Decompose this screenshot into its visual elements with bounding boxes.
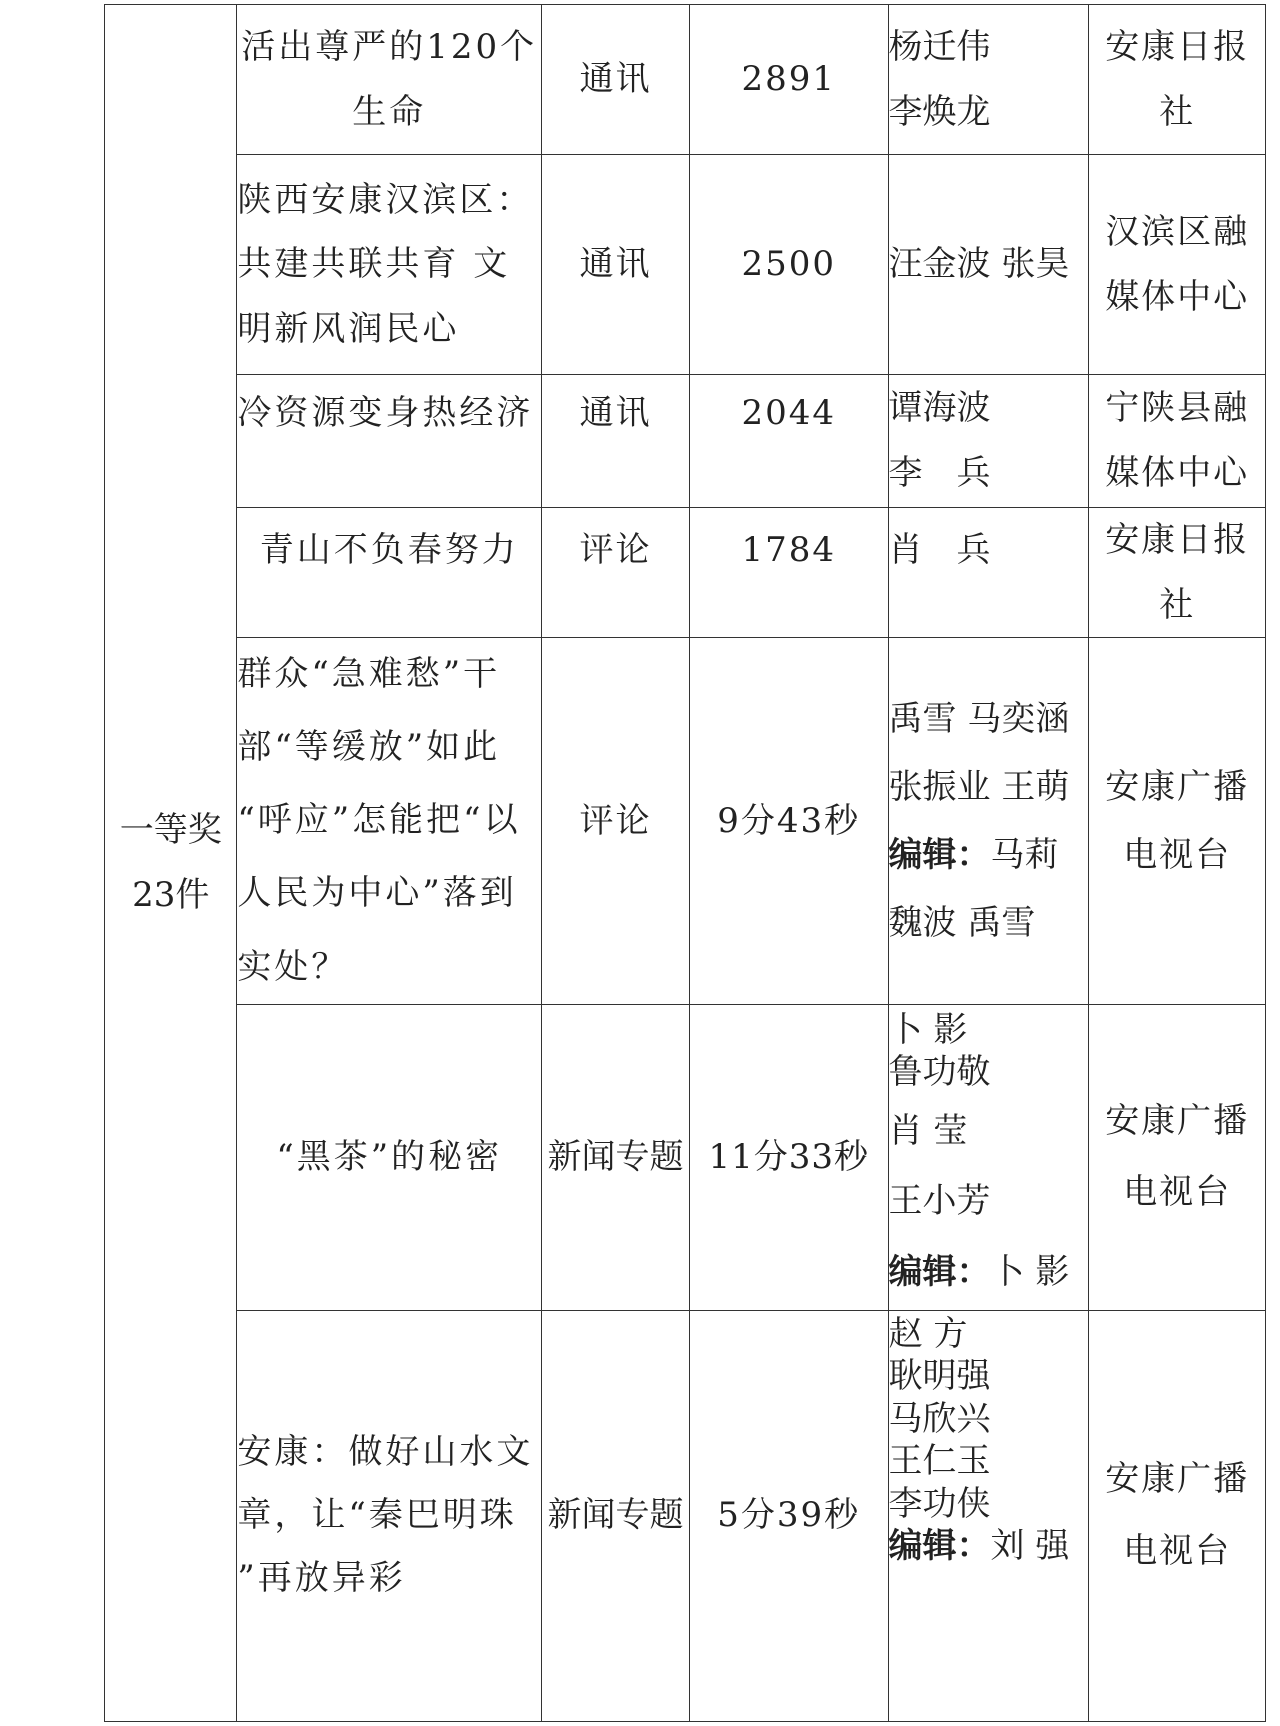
author-name: 王仁玉 (888, 1441, 991, 1482)
author-name: 杨迁伟 (888, 26, 991, 67)
title-line: 冷资源变身热经济 (237, 393, 534, 433)
table-row (105, 638, 1266, 1004)
table-row (105, 1004, 1266, 1310)
editor-name: 刘 强 (990, 1526, 1070, 1567)
org-line: 电视台 (1123, 834, 1232, 875)
editor-label: 编辑： (888, 1251, 991, 1292)
type-cell: 新闻专题 (542, 1004, 690, 1310)
title-line: 群众“急难愁”干 (237, 654, 501, 695)
editor-name: 魏波 禹雪 (888, 902, 1036, 943)
length-cell: 9分43秒 (689, 638, 888, 1004)
title-line: 安康：做好山水文 (237, 1432, 534, 1473)
length-cell: 2500 (689, 155, 888, 375)
author-name: 谭海波 (888, 388, 991, 429)
type-cell: 评论 (542, 508, 690, 638)
author-name: 鲁功敬 (888, 1052, 991, 1093)
title-line: “呼应”怎能把“以 (237, 800, 521, 841)
author-name: 李 兵 (888, 453, 991, 493)
org-cell (1089, 1310, 1266, 1721)
title-line: 明新风润民心 (237, 308, 460, 349)
title-line: ”再放异彩 (237, 1558, 406, 1599)
title-cell (237, 1310, 542, 1721)
org-line: 安康日报 (1105, 26, 1250, 67)
title-line: 活出尊严的120个 (241, 26, 538, 67)
title-cell (237, 5, 542, 155)
title-line: 部“等缓放”如此 (237, 727, 501, 768)
author-name: 李功侠 (888, 1483, 991, 1524)
editor-label: 编辑： (888, 1526, 991, 1567)
title-line: 实处？ (237, 946, 349, 987)
editor-line (889, 1251, 1089, 1294)
title-line: 人民为中心”落到 (237, 873, 517, 914)
table-row (105, 375, 1266, 508)
org-line: 社 (1159, 91, 1196, 132)
authors-cell (888, 1004, 1089, 1310)
type-cell: 评论 (542, 638, 690, 1004)
authors-cell (888, 155, 1089, 375)
author-name: 肖 兵 (888, 530, 991, 570)
org-line: 宁陕县融 (1105, 388, 1250, 429)
title-cell (237, 375, 542, 508)
org-cell (1089, 155, 1266, 375)
org-cell (1089, 1004, 1266, 1310)
table-row (105, 155, 1266, 375)
title-line: 章，让“秦巴明珠 (237, 1495, 517, 1536)
editor-line (889, 1525, 1089, 1568)
org-cell (1089, 638, 1266, 1004)
authors-cell (888, 508, 1089, 638)
org-cell (1089, 375, 1266, 508)
author-name: 禹雪 马奕涵 (888, 698, 1070, 739)
org-line: 媒体中心 (1105, 276, 1250, 317)
org-line: 安康广播 (1105, 1459, 1250, 1500)
title-line: 生命 (352, 91, 427, 132)
grade-cell (105, 5, 237, 1722)
type-cell: 通讯 (542, 5, 690, 155)
title-cell (237, 1004, 542, 1310)
type-cell: 新闻专题 (542, 1310, 690, 1721)
title-line: “黑茶”的秘密 (276, 1136, 503, 1177)
editor-name: 卜 影 (990, 1251, 1070, 1292)
org-line: 电视台 (1123, 1530, 1232, 1571)
editor-label: 编辑： (888, 834, 991, 875)
author-name: 张振业 王萌 (888, 766, 1070, 807)
grade-count: 23件 (132, 874, 210, 915)
org-line: 社 (1159, 584, 1196, 625)
editor-line (889, 821, 1089, 889)
author-name: 汪金波 张昊 (888, 244, 1070, 285)
table-row (105, 1310, 1266, 1721)
length-cell: 2891 (689, 5, 888, 155)
org-line: 媒体中心 (1105, 453, 1250, 493)
author-name: 耿明强 (888, 1356, 991, 1397)
org-cell (1089, 508, 1266, 638)
title-cell (237, 508, 542, 638)
org-line: 电视台 (1123, 1172, 1232, 1213)
title-cell (237, 638, 542, 1004)
authors-cell (888, 638, 1089, 1004)
grade-label: 一等奖 (119, 810, 222, 851)
org-cell (1089, 5, 1266, 155)
author-name: 马欣兴 (888, 1398, 991, 1439)
authors-cell (888, 375, 1089, 508)
length-cell: 1784 (689, 508, 888, 638)
table-row (105, 508, 1266, 638)
author-name: 赵 方 (888, 1313, 968, 1354)
title-line: 共建共联共育 文 (237, 244, 511, 285)
length-cell: 2044 (689, 375, 888, 508)
author-name: 卜 影 (888, 1009, 968, 1050)
type-cell: 通讯 (542, 375, 690, 508)
title-line: 陕西安康汉滨区： (237, 179, 534, 220)
length-cell: 5分39秒 (689, 1310, 888, 1721)
org-line: 安康日报 (1105, 520, 1250, 560)
length-cell: 11分33秒 (689, 1004, 888, 1310)
title-line: 青山不负春努力 (259, 530, 519, 570)
authors-cell (888, 1310, 1089, 1721)
org-line: 安康广播 (1105, 1100, 1250, 1141)
table-row (105, 5, 1266, 155)
org-line: 汉滨区融 (1105, 211, 1250, 252)
author-name: 肖 莹 (888, 1110, 968, 1151)
author-name: 王小芳 (888, 1181, 991, 1222)
award-table (104, 4, 1266, 1722)
author-name: 李焕龙 (888, 91, 991, 132)
editor-name: 马莉 (990, 834, 1059, 875)
authors-cell (888, 5, 1089, 155)
title-cell (237, 155, 542, 375)
org-line: 安康广播 (1105, 766, 1250, 807)
type-cell: 通讯 (542, 155, 690, 375)
